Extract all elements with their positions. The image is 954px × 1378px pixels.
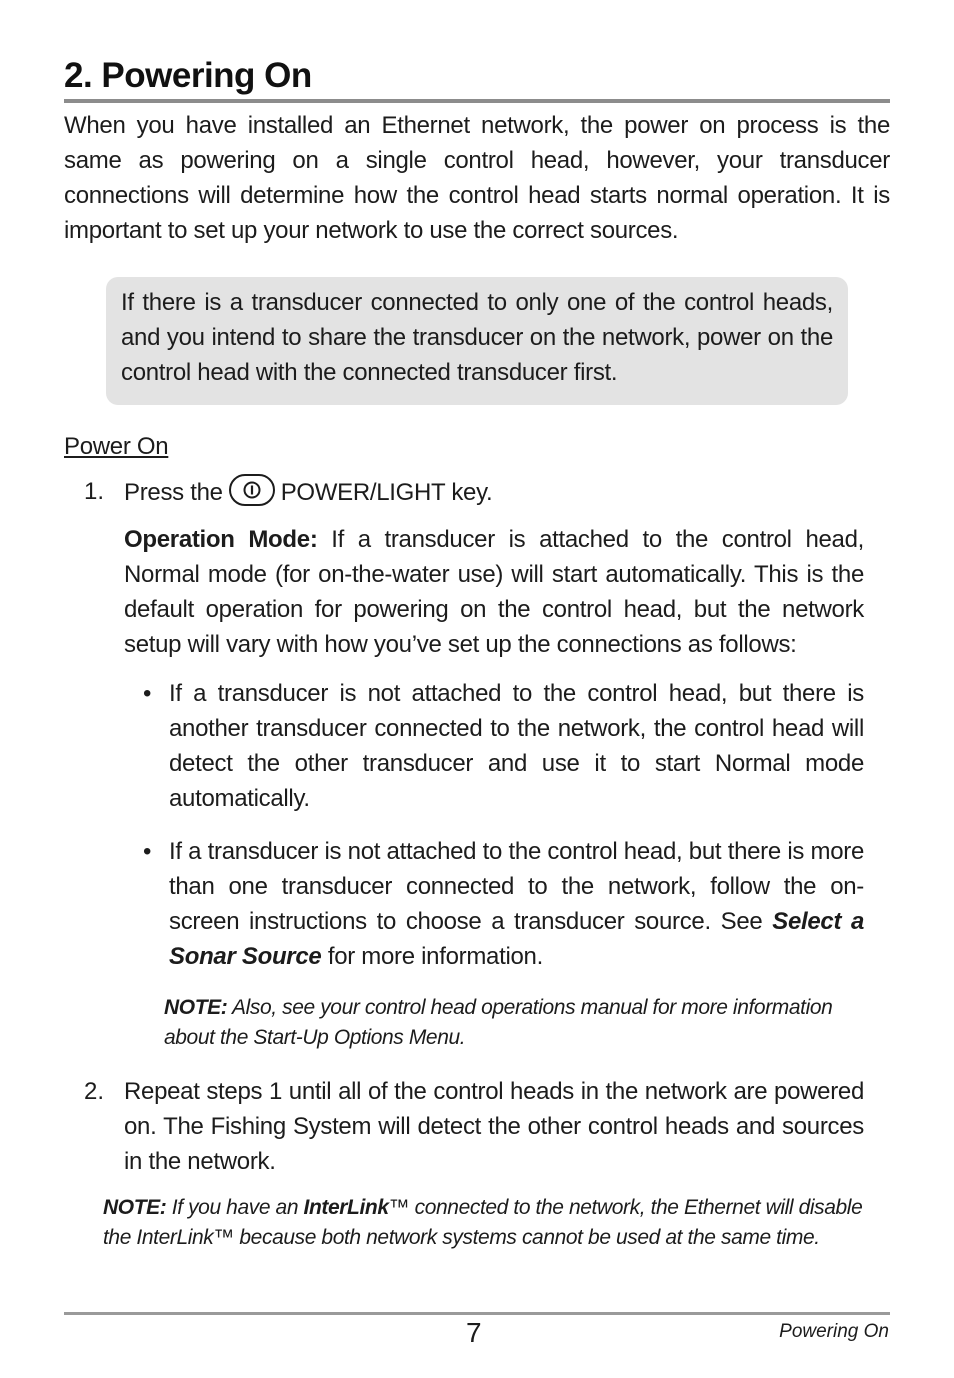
footer-divider <box>64 1312 890 1315</box>
interlink-note-text-before: If you have an <box>171 1196 299 1219</box>
note-text: Also, see your control head operations manual for more information about the Start-Up Options Menu. <box>164 996 833 1049</box>
note-label: NOTE: <box>164 996 228 1019</box>
operation-mode-label: Operation Mode: <box>124 526 318 553</box>
step-1-number: 1. <box>84 478 105 505</box>
page-title: 2. Powering On <box>64 56 312 95</box>
step-2-number: 2. <box>84 1078 105 1105</box>
title-divider <box>64 99 890 103</box>
footer-section-title: Powering On <box>779 1321 889 1342</box>
bullet-1-dot: • <box>143 680 152 707</box>
interlink-note-text-after: ™ connected to the network, the Ethernet will disable the InterLink™ because both network systems cannot be used at the same time. <box>103 1196 863 1249</box>
page-number: 7 <box>466 1317 482 1348</box>
step-2-text: Repeat steps 1 until all of the control heads in the network are powered on. The Fishing System will detect the other control heads and sources in the network. <box>124 1078 864 1175</box>
bullet-2-text-after: for more information. <box>327 943 543 970</box>
startup-note <box>164 993 864 1053</box>
interlink-product-name: InterLink <box>303 1196 389 1219</box>
bullet-2-text <box>169 834 864 974</box>
bullet-2-text-before: If a transducer is not attached to the control head, but there is more than one transducer connected to the network, follow the on-screen instructions to choose a transducer source. See <box>169 838 864 935</box>
power-on-heading: Power On <box>64 433 169 460</box>
interlink-note <box>103 1193 863 1253</box>
operation-mode-text: If a transducer is attached to the control head, Normal mode (for on-the-water use) will start automatically. This is the default operation for powering on the control head, but the network setup will vary with how you’ve set up the connections as follows: <box>124 526 865 658</box>
callout-text: If there is a transducer connected to only one of the control heads, and you intend to share the transducer on the network, power on the control head with the connected transducer first. <box>121 289 833 386</box>
power-icon <box>229 474 275 506</box>
bullet-2-dot: • <box>143 838 152 865</box>
tip-callout-box <box>106 277 848 405</box>
intro-paragraph: When you have installed an Ethernet network, the power on process is the same as powering on a single control head, however, your transducer connections will determine how the control head starts normal operation. It is important to set up your network to use the correct sources. <box>64 112 890 244</box>
step-1-text <box>124 474 864 510</box>
select-sonar-source-link[interactable]: Select a Sonar Source <box>169 908 864 970</box>
bullet-1-text: If a transducer is not attached to the control head, but there is another transducer connected to the network, the control head will detect the other transducer and use it to start Normal mode automatically. <box>169 680 864 812</box>
interlink-note-label: NOTE: <box>103 1196 167 1219</box>
operation-mode-paragraph <box>124 522 864 662</box>
step-1-text-before: Press the <box>124 479 223 506</box>
step-1-text-after: POWER/LIGHT key. <box>280 479 493 506</box>
